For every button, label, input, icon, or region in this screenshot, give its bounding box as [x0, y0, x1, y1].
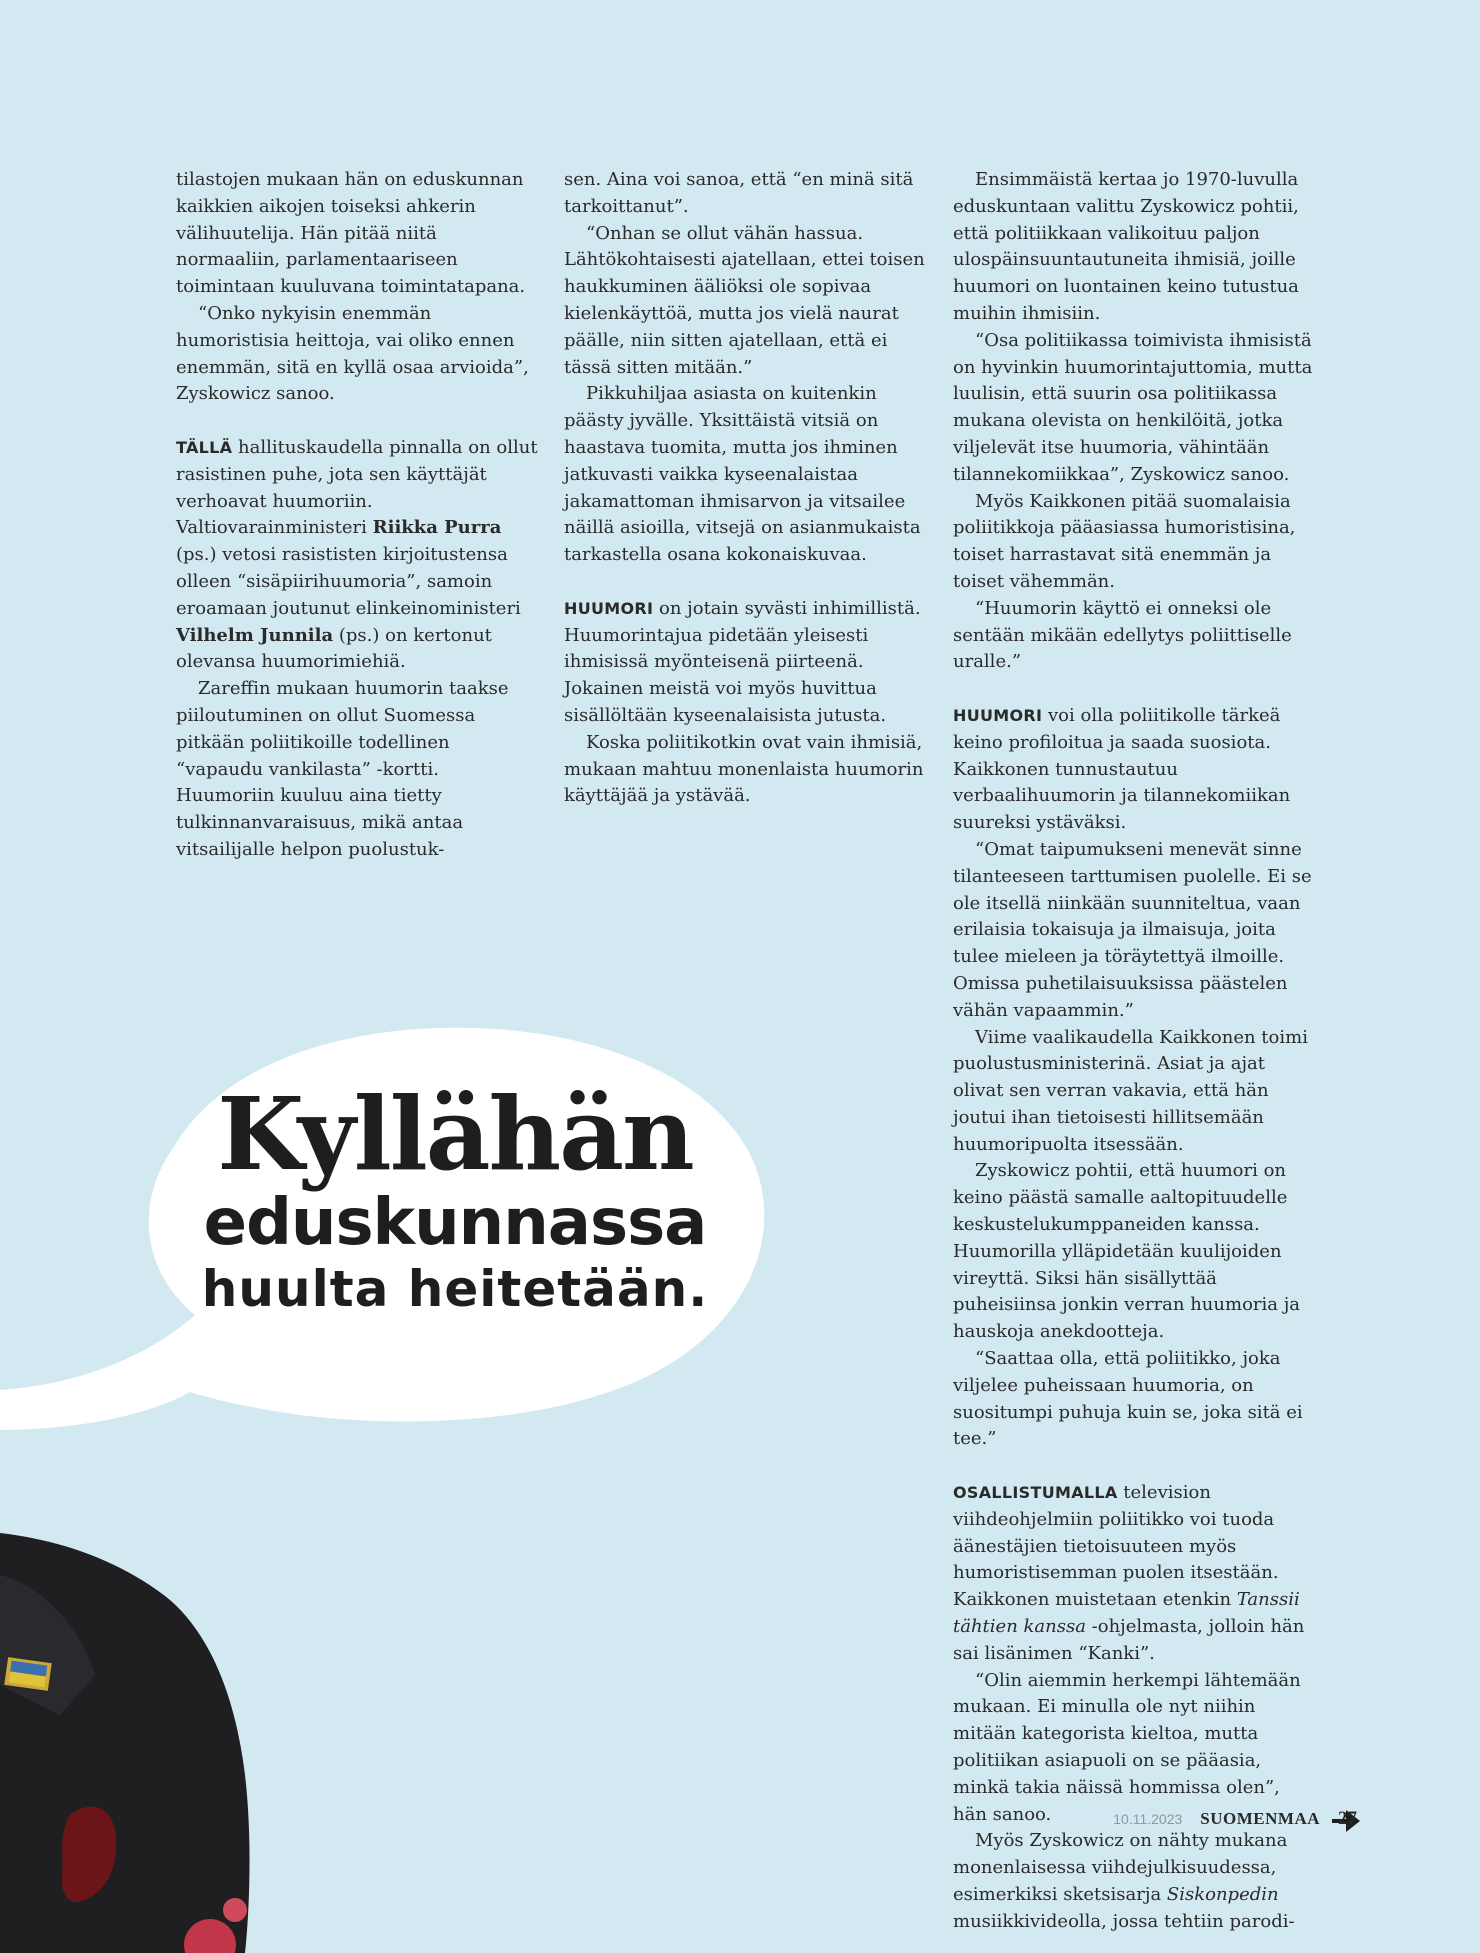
text-column-1: [176, 167, 538, 864]
paragraph: HUUMORI voi olla poliitikolle tärkeä keino profiloitua ja saada suosiota. Kaikkonen tunnustautuu verbaalihuumorin ja tilannekomiikan suureksi ystäväksi.: [953, 704, 1291, 834]
paragraph: Myös Zyskowicz on nähty mukana monenlaisessa viihdejulkisuudessa, esimerkiksi sketsisarja Siskonpedin musiikkivideolla, jossa tehtiin parodi-: [953, 1830, 1295, 1932]
paragraph: “Saattaa olla, että poliitikko, joka viljelee puheissaan huumoria, on suositumpi puhuja kuin se, joka sitä ei tee.”: [953, 1348, 1303, 1450]
pull-quote: [190, 1075, 720, 1320]
paragraph: Zareffin mukaan huumorin taakse piiloutuminen on ollut Suomessa pitkään poliitikoille todellinen “vapaudu vankilasta” -kortti. Huumoriin kuuluu aina tietty tulkinnanvaraisuus, mikä antaa vitsailijalle helpon puolustuk-: [176, 678, 509, 860]
paragraph: “Olin aiemmin herkempi lähtemään mukaan. Ei minulla ole nyt niihin mitään kategorista kieltoa, mutta politiikan asiapuoli on se pääasia, minkä takia näissä hommissa olen”, hän sanoo.: [953, 1669, 1301, 1825]
show-title: Siskonpedin: [1166, 1884, 1279, 1905]
pull-quote-line-1: Kyllähän: [217, 1075, 693, 1193]
show-title: Tanssii tähtien kanssa: [953, 1589, 1300, 1638]
paragraph: “Onko nykyisin enemmän humoristisia heittoja, vai oliko ennen enemmän, sitä en kyllä osaa arvioida”, Zyskowicz sanoo.: [176, 302, 529, 405]
magazine-name: SUOMENMAA: [1200, 1809, 1320, 1828]
paragraph: TÄLLÄ hallituskaudella pinnalla on ollut rasistinen puhe, jota sen käyttäjät verhoavat huumoriin. Valtiovarainministeri Riikka Purra (ps.) vetosi rasististen kirjoitustensa olleen “sisäpiirihuumoria”, samoin eroamaan joutunut elinkeinoministeri Vilhelm Junnila (ps.) on kertonut olevansa huumorimiehiä.: [176, 436, 538, 673]
person-name: Riikka Purra: [372, 517, 502, 539]
paragraph: Pikkuhiljaa asiasta on kuitenkin päästy jyvälle. Yksittäistä vitsiä on haastava tuomita, mutta jos ihminen jatkuvasti vaikka kyseenalaistaa jakamattoman ihmisarvon ja vitsailee näillä asioilla, vitsejä on asianmukaista tarkastella osana kokonaiskuvaa.: [564, 383, 921, 566]
page-number: 27: [1338, 1808, 1357, 1829]
pull-quote-line-2: eduskunnassa: [203, 1186, 707, 1260]
paragraph: sen. Aina voi sanoa, että “en minä sitä tarkoittanut”.: [564, 169, 914, 217]
section-lead: OSALLISTUMALLA: [953, 1483, 1118, 1503]
section-lead: HUUMORI: [953, 705, 1043, 725]
person-name: Vilhelm Junnila: [176, 624, 334, 646]
flower-icon: [223, 1898, 247, 1922]
paragraph: “Onhan se ollut vähän hassua. Lähtökohtaisesti ajatellaan, ettei toisen haukkuminen ääliöksi ole sopivaa kielenkäyttöä, mutta jos vielä naurat päälle, niin sitten ajatellaan, että ei tässä sitten mitään.”: [564, 222, 925, 378]
section-lead: HUUMORI: [564, 598, 654, 618]
paragraph: Zyskowicz pohtii, että huumori on keino päästä samalle aaltopituudelle keskustelukumppaneiden kanssa. Huumorilla ylläpidetään kuulijoiden vireyttä. Siksi hän sisällyttää puheisiinsa jonkin verran huumoria ja hauskoja anekdootteja.: [953, 1160, 1301, 1343]
paragraph: tilastojen mukaan hän on eduskunnan kaikkien aikojen toiseksi ahkerin välihuutelija. Hän pitää niitä normaaliin, parlamentaariseen toimintaan kuuluvana toimintatapana.: [176, 169, 526, 298]
paragraph: “Osa politiikassa toimivista ihmisistä on hyvinkin huumorintajuttomia, mutta luulisin, että suurin osa politiikassa mukana olevista on henkilöitä, jotka viljelevät itse huumoria, vähintään tilannekomiikkaa”, Zyskowicz sanoo.: [953, 329, 1313, 485]
paragraph: “Huumorin käyttö ei onneksi ole sentään mikään edellytys poliittiselle uralle.”: [953, 597, 1292, 673]
paragraph: “Omat taipumukseni menevät sinne tilanteeseen tarttumisen puolelle. Ei se ole itsellä niinkään suunniteltua, vaan erilaisia tokaisuja ja ilmaisuja, joita tulee mieleen ja töräytettyä ilmoille. Omissa puhetilaisuuksissa päästelen vähän vapaammin.”: [953, 838, 1312, 1021]
pull-quote-line-3: huulta heitetään.: [201, 1260, 709, 1318]
paragraph: OSALLISTUMALLA television viihdeohjelmiin poliitikko voi tuoda äänestäjien tietoisuuteen myös humoristisemman puolen itsestään. Kaikkonen muistetaan etenkin Tanssii tähtien kanssa -ohjelmasta, jolloin hän sai lisänimen “Kanki”.: [953, 1482, 1305, 1664]
paragraph: HUUMORI on jotain syvästi inhimillistä. Huumorintajua pidetään yleisesti ihmisissä myönteisenä piirteenä. Jokainen meistä voi myös huvittua sisällöltään kyseenalaisista jutusta.: [564, 597, 921, 726]
section-lead: TÄLLÄ: [176, 437, 233, 457]
text-column-3: [953, 167, 1315, 1936]
issue-date: 10.11.2023: [1113, 1811, 1183, 1827]
paragraph: Ensimmäistä kertaa jo 1970-luvulla eduskuntaan valittu Zyskowicz pohtii, että politiikkaan valikoituu paljon ulospäinsuuntautuneita ihmisiä, joille huumori on luontainen keino tutustua muihin ihmisiin.: [953, 169, 1299, 324]
person-photo: [0, 1515, 260, 1953]
paragraph: Myös Kaikkonen pitää suomalaisia poliitikkoja pääasiassa humoristisina, toiset harrastavat sitä enemmän ja toiset vähemmän.: [953, 490, 1296, 592]
text-column-2: [564, 167, 926, 810]
paragraph: Koska poliitikotkin ovat vain ihmisiä, mukaan mahtuu monenlaista huumorin käyttäjää ja ystävää.: [564, 731, 924, 807]
page-footer: [1113, 1808, 1357, 1830]
paragraph: Viime vaalikaudella Kaikkonen toimi puolustusministerinä. Asiat ja ajat olivat sen verran vakavia, että hän joutui ihan tietoisesti hillitsemään huumoripuolta itsessään.: [953, 1026, 1308, 1155]
